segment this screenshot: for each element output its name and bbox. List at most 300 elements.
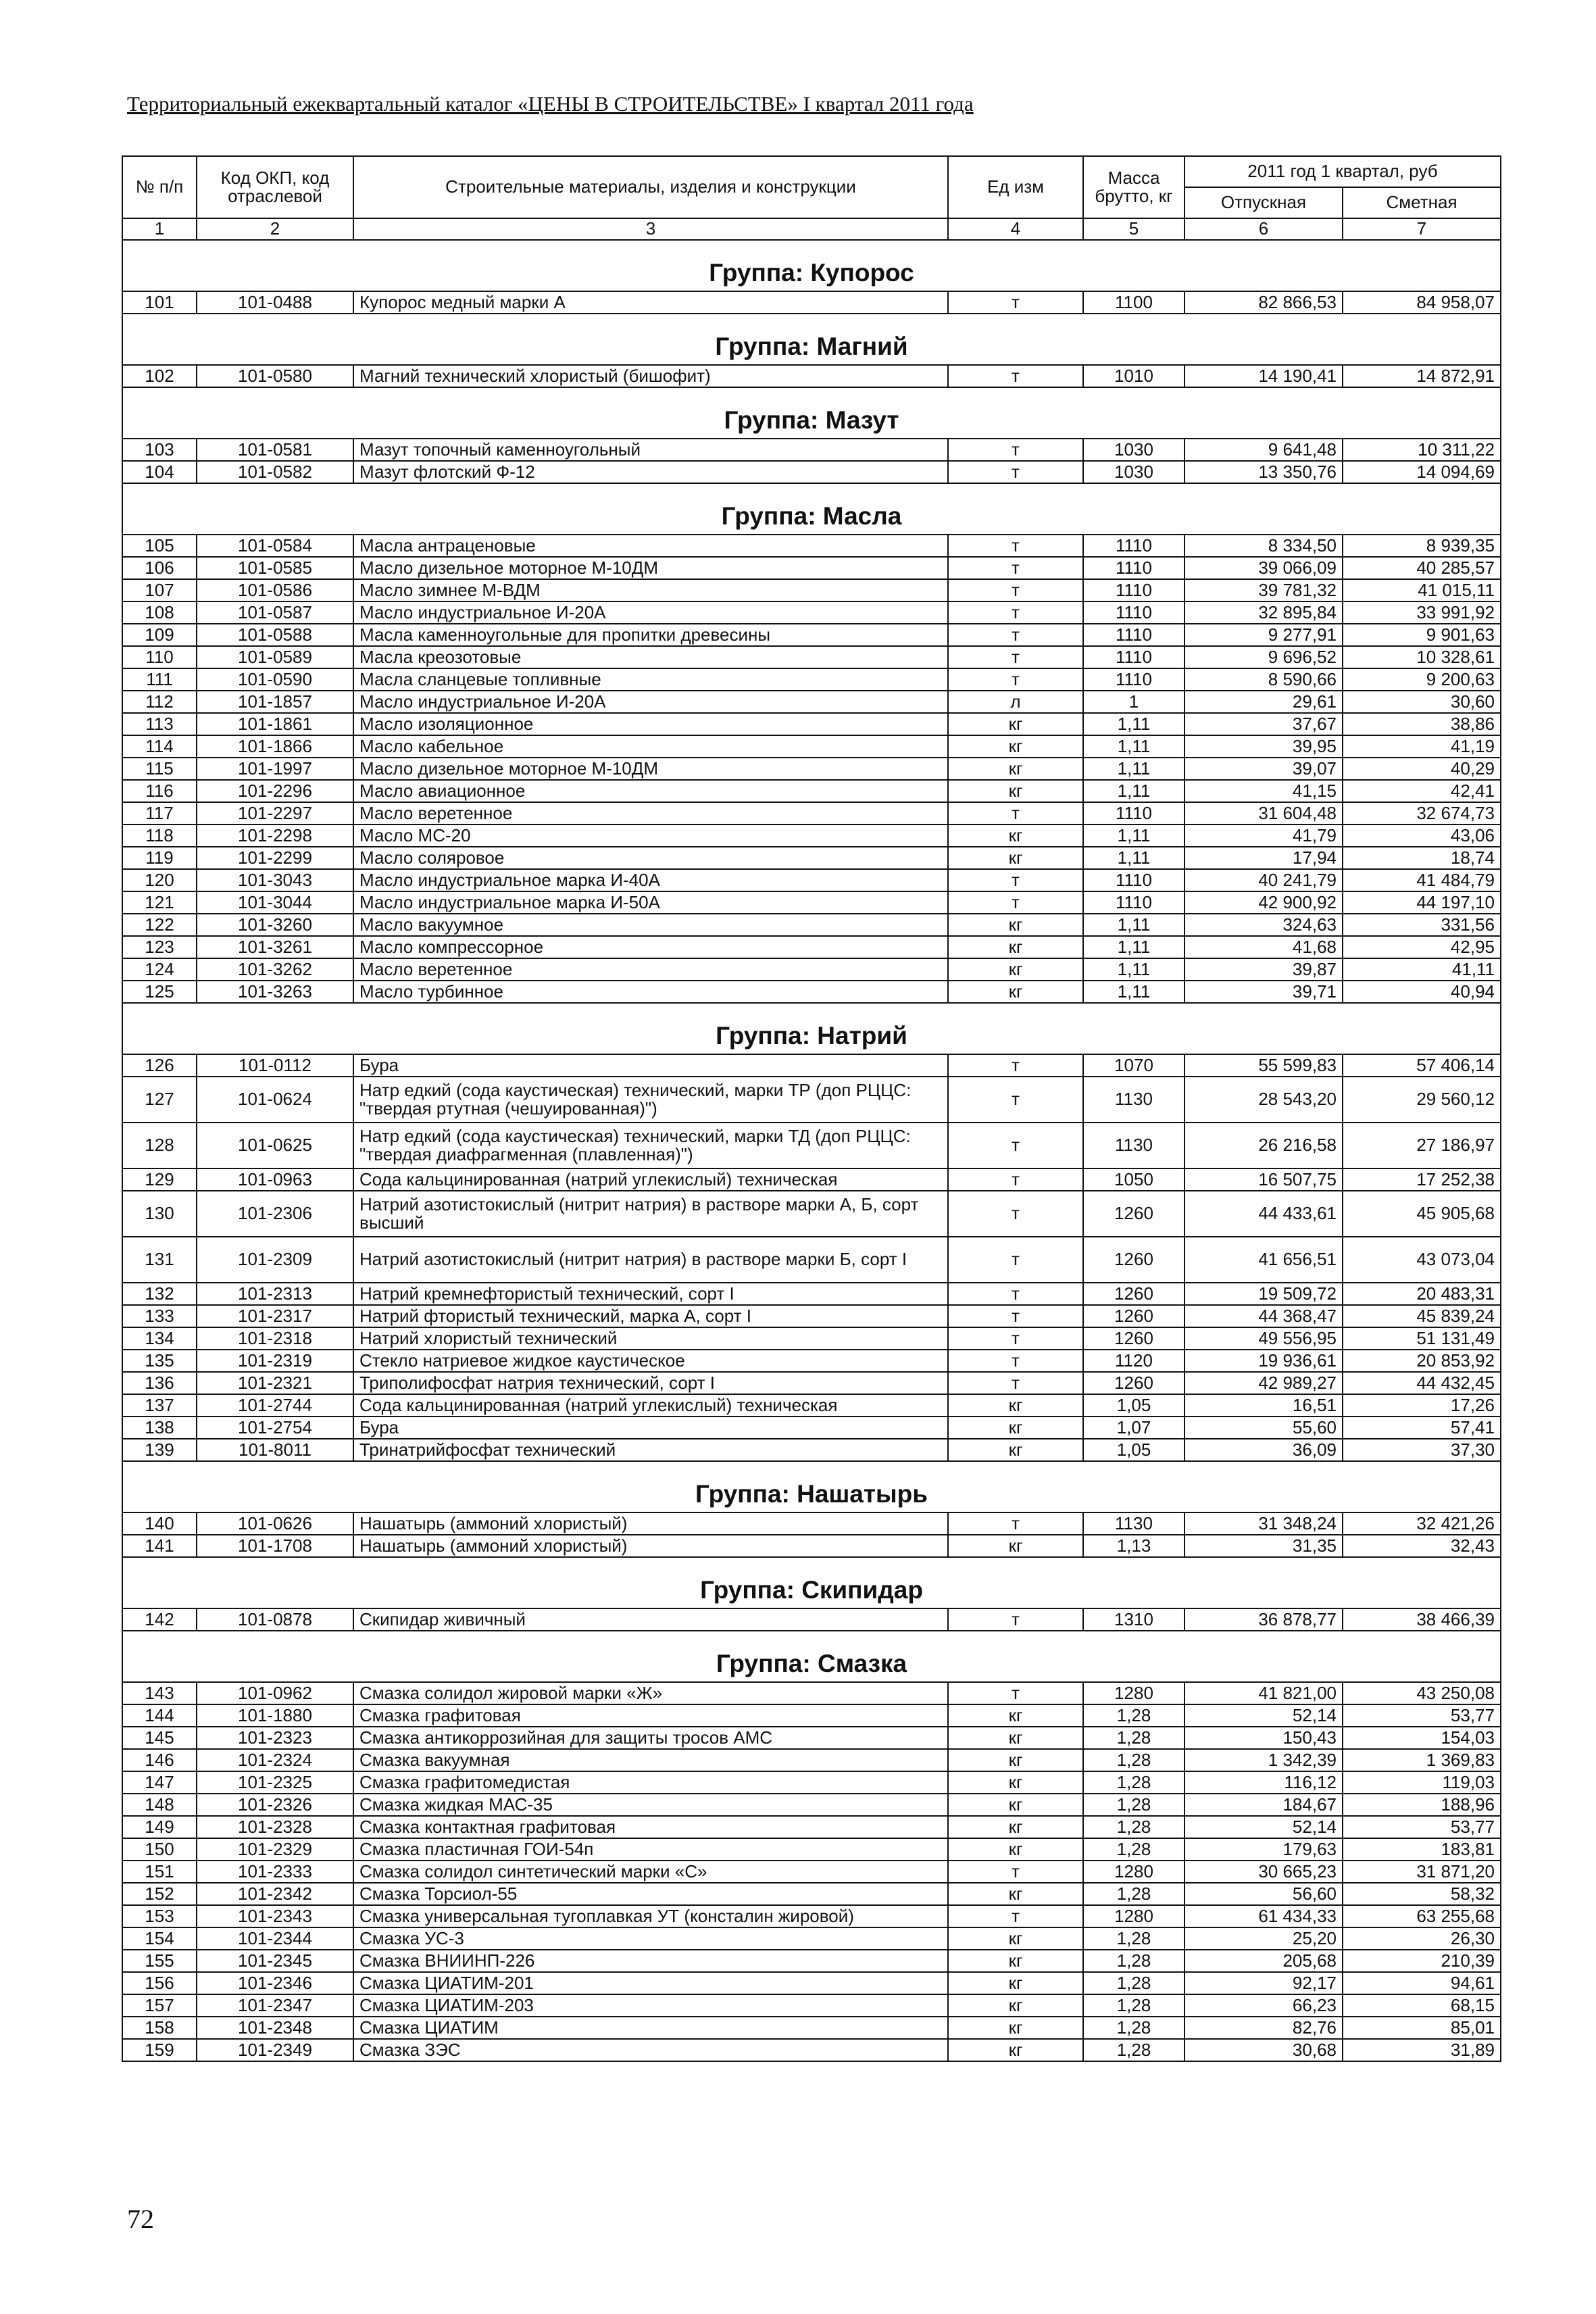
gross-mass: 1030 bbox=[1083, 461, 1184, 483]
estimate-price: 31 871,20 bbox=[1343, 1861, 1501, 1883]
unit: кг bbox=[948, 1816, 1083, 1838]
row-number: 146 bbox=[122, 1749, 197, 1771]
estimate-price: 44 197,10 bbox=[1343, 891, 1501, 914]
release-price: 36,09 bbox=[1184, 1439, 1343, 1461]
estimate-price: 45 905,68 bbox=[1343, 1191, 1501, 1237]
col-header-mass: Масса брутто, кг bbox=[1083, 156, 1184, 218]
material-name: Смазка графитовая bbox=[353, 1704, 948, 1727]
table-row bbox=[122, 1123, 1501, 1168]
group-header-row bbox=[122, 1631, 1501, 1682]
gross-mass: 1,28 bbox=[1083, 1749, 1184, 1771]
unit: кг bbox=[948, 1972, 1083, 1994]
estimate-price: 10 311,22 bbox=[1343, 439, 1501, 461]
table-row bbox=[122, 1816, 1501, 1838]
unit: т bbox=[948, 1512, 1083, 1535]
gross-mass: 1130 bbox=[1083, 1077, 1184, 1123]
material-name: Смазка универсальная тугоплавкая УТ (консталин жировой) bbox=[353, 1905, 948, 1927]
product-code: 101-3262 bbox=[197, 958, 353, 981]
row-number: 115 bbox=[122, 758, 197, 780]
unit: кг bbox=[948, 1704, 1083, 1727]
estimate-price: 27 186,97 bbox=[1343, 1123, 1501, 1168]
estimate-price: 94,61 bbox=[1343, 1972, 1501, 1994]
release-price: 61 434,33 bbox=[1184, 1905, 1343, 1927]
gross-mass: 1,28 bbox=[1083, 1816, 1184, 1838]
gross-mass: 1,11 bbox=[1083, 981, 1184, 1003]
release-price: 40 241,79 bbox=[1184, 869, 1343, 891]
row-number: 155 bbox=[122, 1950, 197, 1972]
product-code: 101-2344 bbox=[197, 1927, 353, 1950]
release-price: 52,14 bbox=[1184, 1704, 1343, 1727]
group-header-row bbox=[122, 1557, 1501, 1608]
unit: т bbox=[948, 461, 1083, 483]
gross-mass: 1,11 bbox=[1083, 914, 1184, 936]
row-number: 120 bbox=[122, 869, 197, 891]
row-number: 145 bbox=[122, 1727, 197, 1749]
gross-mass: 1,11 bbox=[1083, 735, 1184, 758]
row-number: 106 bbox=[122, 557, 197, 579]
material-name: Нашатырь (аммоний хлористый) bbox=[353, 1512, 948, 1535]
table-row bbox=[122, 1883, 1501, 1905]
estimate-price: 14 094,69 bbox=[1343, 461, 1501, 483]
table-row bbox=[122, 1950, 1501, 1972]
estimate-price: 58,32 bbox=[1343, 1883, 1501, 1905]
row-number: 116 bbox=[122, 780, 197, 802]
catalog-header-title: Территориальный ежеквартальный каталог «ЦЕНЫ В СТРОИТЕЛЬСТВЕ» I квартал 2011 года bbox=[127, 92, 974, 116]
unit: т bbox=[948, 624, 1083, 646]
table-row bbox=[122, 365, 1501, 387]
table-row bbox=[122, 1417, 1501, 1439]
col-header-unit: Ед изм bbox=[948, 156, 1083, 218]
estimate-price: 41 015,11 bbox=[1343, 579, 1501, 601]
unit: т bbox=[948, 668, 1083, 691]
release-price: 55 599,83 bbox=[1184, 1054, 1343, 1077]
gross-mass: 1,28 bbox=[1083, 1927, 1184, 1950]
row-number: 105 bbox=[122, 535, 197, 557]
material-name: Масло дизельное моторное М-10ДМ bbox=[353, 557, 948, 579]
row-number: 114 bbox=[122, 735, 197, 758]
row-number: 130 bbox=[122, 1191, 197, 1237]
table-row bbox=[122, 1191, 1501, 1237]
unit: т bbox=[948, 1682, 1083, 1704]
gross-mass: 1110 bbox=[1083, 557, 1184, 579]
row-number: 159 bbox=[122, 2039, 197, 2061]
material-name: Смазка жидкая МАС-35 bbox=[353, 1794, 948, 1816]
col-header-name: Строительные материалы, изделия и конструкции bbox=[353, 156, 948, 218]
gross-mass: 1130 bbox=[1083, 1123, 1184, 1168]
table-row bbox=[122, 735, 1501, 758]
estimate-price: 154,03 bbox=[1343, 1727, 1501, 1749]
row-number: 154 bbox=[122, 1927, 197, 1950]
unit: кг bbox=[948, 936, 1083, 958]
release-price: 41 656,51 bbox=[1184, 1237, 1343, 1283]
material-name: Масла антраценовые bbox=[353, 535, 948, 557]
table-row bbox=[122, 1794, 1501, 1816]
table-row bbox=[122, 936, 1501, 958]
estimate-price: 9 901,63 bbox=[1343, 624, 1501, 646]
row-number: 109 bbox=[122, 624, 197, 646]
material-name: Масло зимнее М-ВДМ bbox=[353, 579, 948, 601]
row-number: 124 bbox=[122, 958, 197, 981]
row-number: 152 bbox=[122, 1883, 197, 1905]
gross-mass: 1110 bbox=[1083, 624, 1184, 646]
estimate-price: 68,15 bbox=[1343, 1994, 1501, 2017]
estimate-price: 14 872,91 bbox=[1343, 365, 1501, 387]
estimate-price: 9 200,63 bbox=[1343, 668, 1501, 691]
material-name: Масло веретенное bbox=[353, 958, 948, 981]
table-row bbox=[122, 646, 1501, 668]
unit: т bbox=[948, 802, 1083, 824]
release-price: 19 509,72 bbox=[1184, 1283, 1343, 1305]
product-code: 101-2298 bbox=[197, 824, 353, 847]
estimate-price: 44 432,45 bbox=[1343, 1372, 1501, 1394]
estimate-price: 42,41 bbox=[1343, 780, 1501, 802]
release-price: 42 900,92 bbox=[1184, 891, 1343, 914]
gross-mass: 1,28 bbox=[1083, 1838, 1184, 1861]
row-number: 125 bbox=[122, 981, 197, 1003]
estimate-price: 10 328,61 bbox=[1343, 646, 1501, 668]
product-code: 101-0584 bbox=[197, 535, 353, 557]
row-number: 137 bbox=[122, 1394, 197, 1417]
unit: кг bbox=[948, 758, 1083, 780]
row-number: 127 bbox=[122, 1077, 197, 1123]
release-price: 150,43 bbox=[1184, 1727, 1343, 1749]
release-price: 49 556,95 bbox=[1184, 1327, 1343, 1350]
table-row bbox=[122, 1905, 1501, 1927]
material-name: Смазка пластичная ГОИ-54п bbox=[353, 1838, 948, 1861]
unit: кг bbox=[948, 958, 1083, 981]
table-row bbox=[122, 1927, 1501, 1950]
product-code: 101-2299 bbox=[197, 847, 353, 869]
estimate-price: 41,19 bbox=[1343, 735, 1501, 758]
release-price: 41,15 bbox=[1184, 780, 1343, 802]
product-code: 101-1861 bbox=[197, 713, 353, 735]
table-row bbox=[122, 1327, 1501, 1350]
row-number: 119 bbox=[122, 847, 197, 869]
product-code: 101-0962 bbox=[197, 1682, 353, 1704]
estimate-price: 37,30 bbox=[1343, 1439, 1501, 1461]
product-code: 101-1708 bbox=[197, 1535, 353, 1557]
material-name: Масла креозотовые bbox=[353, 646, 948, 668]
product-code: 101-0586 bbox=[197, 579, 353, 601]
table-row bbox=[122, 1861, 1501, 1883]
estimate-price: 32 674,73 bbox=[1343, 802, 1501, 824]
material-name: Масло компрессорное bbox=[353, 936, 948, 958]
unit: т bbox=[948, 1861, 1083, 1883]
gross-mass: 1130 bbox=[1083, 1512, 1184, 1535]
table-row bbox=[122, 1077, 1501, 1123]
gross-mass: 1,11 bbox=[1083, 936, 1184, 958]
unit: т bbox=[948, 1123, 1083, 1168]
release-price: 14 190,41 bbox=[1184, 365, 1343, 387]
estimate-price: 8 939,35 bbox=[1343, 535, 1501, 557]
gross-mass: 1100 bbox=[1083, 291, 1184, 314]
row-number: 150 bbox=[122, 1838, 197, 1861]
material-name: Смазка ЦИАТИМ-203 bbox=[353, 1994, 948, 2017]
product-code: 101-2347 bbox=[197, 1994, 353, 2017]
row-number: 134 bbox=[122, 1327, 197, 1350]
table-row bbox=[122, 1305, 1501, 1327]
estimate-price: 29 560,12 bbox=[1343, 1077, 1501, 1123]
release-price: 39,07 bbox=[1184, 758, 1343, 780]
estimate-price: 30,60 bbox=[1343, 691, 1501, 713]
gross-mass: 1260 bbox=[1083, 1305, 1184, 1327]
unit: т bbox=[948, 601, 1083, 624]
table-row bbox=[122, 1994, 1501, 2017]
row-number: 128 bbox=[122, 1123, 197, 1168]
release-price: 32 895,84 bbox=[1184, 601, 1343, 624]
row-number: 132 bbox=[122, 1283, 197, 1305]
column-number: 2 bbox=[197, 218, 353, 240]
table-row bbox=[122, 1727, 1501, 1749]
gross-mass: 1110 bbox=[1083, 668, 1184, 691]
material-name: Масло дизельное моторное М-10ДМ bbox=[353, 758, 948, 780]
gross-mass: 1,28 bbox=[1083, 1771, 1184, 1794]
row-number: 122 bbox=[122, 914, 197, 936]
column-number: 3 bbox=[353, 218, 948, 240]
column-number: 6 bbox=[1184, 218, 1343, 240]
material-name: Смазка ЦИАТИМ bbox=[353, 2017, 948, 2039]
table-row bbox=[122, 668, 1501, 691]
release-price: 44 433,61 bbox=[1184, 1191, 1343, 1237]
estimate-price: 43,06 bbox=[1343, 824, 1501, 847]
unit: т bbox=[948, 439, 1083, 461]
material-name: Смазка графитомедистая bbox=[353, 1771, 948, 1794]
estimate-price: 210,39 bbox=[1343, 1950, 1501, 1972]
release-price: 55,60 bbox=[1184, 1417, 1343, 1439]
release-price: 37,67 bbox=[1184, 713, 1343, 735]
table-row bbox=[122, 2039, 1501, 2061]
estimate-price: 18,74 bbox=[1343, 847, 1501, 869]
gross-mass: 1310 bbox=[1083, 1608, 1184, 1631]
material-name: Натрий фтористый технический, марка А, сорт I bbox=[353, 1305, 948, 1327]
release-price: 31 604,48 bbox=[1184, 802, 1343, 824]
price-table bbox=[122, 155, 1501, 2062]
row-number: 108 bbox=[122, 601, 197, 624]
material-name: Нашатырь (аммоний хлористый) bbox=[353, 1535, 948, 1557]
release-price: 29,61 bbox=[1184, 691, 1343, 713]
row-number: 102 bbox=[122, 365, 197, 387]
row-number: 135 bbox=[122, 1350, 197, 1372]
estimate-price: 119,03 bbox=[1343, 1771, 1501, 1794]
row-number: 151 bbox=[122, 1861, 197, 1883]
group-header-row bbox=[122, 387, 1501, 439]
material-name: Масло кабельное bbox=[353, 735, 948, 758]
release-price: 116,12 bbox=[1184, 1771, 1343, 1794]
material-name: Смазка ВНИИНП-226 bbox=[353, 1950, 948, 1972]
unit: т bbox=[948, 1327, 1083, 1350]
group-title: Группа: Масла bbox=[122, 483, 1501, 535]
release-price: 30,68 bbox=[1184, 2039, 1343, 2061]
material-name: Магний технический хлористый (бишофит) bbox=[353, 365, 948, 387]
material-name: Масла каменноугольные для пропитки древесины bbox=[353, 624, 948, 646]
table-row bbox=[122, 1535, 1501, 1557]
product-code: 101-2329 bbox=[197, 1838, 353, 1861]
material-name: Масло изоляционное bbox=[353, 713, 948, 735]
col-header-period: 2011 год 1 квартал, руб bbox=[1184, 156, 1501, 187]
gross-mass: 1,28 bbox=[1083, 1794, 1184, 1816]
product-code: 101-2744 bbox=[197, 1394, 353, 1417]
table-row bbox=[122, 1972, 1501, 1994]
gross-mass: 1,28 bbox=[1083, 2017, 1184, 2039]
product-code: 101-0963 bbox=[197, 1168, 353, 1191]
product-code: 101-2346 bbox=[197, 1972, 353, 1994]
table-row bbox=[122, 1394, 1501, 1417]
estimate-price: 57 406,14 bbox=[1343, 1054, 1501, 1077]
product-code: 101-0587 bbox=[197, 601, 353, 624]
unit: т bbox=[948, 579, 1083, 601]
table-row bbox=[122, 1512, 1501, 1535]
release-price: 17,94 bbox=[1184, 847, 1343, 869]
row-number: 110 bbox=[122, 646, 197, 668]
gross-mass: 1,05 bbox=[1083, 1394, 1184, 1417]
row-number: 126 bbox=[122, 1054, 197, 1077]
material-name: Сода кальцинированная (натрий углекислый) техническая bbox=[353, 1394, 948, 1417]
material-name: Скипидар живичный bbox=[353, 1608, 948, 1631]
gross-mass: 1110 bbox=[1083, 535, 1184, 557]
estimate-price: 51 131,49 bbox=[1343, 1327, 1501, 1350]
release-price: 205,68 bbox=[1184, 1950, 1343, 1972]
table-row bbox=[122, 1372, 1501, 1394]
unit: кг bbox=[948, 1838, 1083, 1861]
row-number: 129 bbox=[122, 1168, 197, 1191]
row-number: 141 bbox=[122, 1535, 197, 1557]
table-row bbox=[122, 291, 1501, 314]
gross-mass: 1120 bbox=[1083, 1350, 1184, 1372]
unit: т bbox=[948, 1237, 1083, 1283]
material-name: Масло вакуумное bbox=[353, 914, 948, 936]
release-price: 52,14 bbox=[1184, 1816, 1343, 1838]
unit: кг bbox=[948, 1950, 1083, 1972]
group-header-row bbox=[122, 483, 1501, 535]
col-header-estimate: Сметная bbox=[1343, 187, 1501, 218]
material-name: Бура bbox=[353, 1054, 948, 1077]
table-row bbox=[122, 624, 1501, 646]
estimate-price: 63 255,68 bbox=[1343, 1905, 1501, 1927]
row-number: 103 bbox=[122, 439, 197, 461]
gross-mass: 1,28 bbox=[1083, 1994, 1184, 2017]
material-name: Масло индустриальное И-20А bbox=[353, 691, 948, 713]
product-code: 101-2348 bbox=[197, 2017, 353, 2039]
row-number: 104 bbox=[122, 461, 197, 483]
estimate-price: 188,96 bbox=[1343, 1794, 1501, 1816]
table-row bbox=[122, 1237, 1501, 1283]
material-name: Масло авиационное bbox=[353, 780, 948, 802]
gross-mass: 1,28 bbox=[1083, 1704, 1184, 1727]
gross-mass: 1110 bbox=[1083, 646, 1184, 668]
release-price: 44 368,47 bbox=[1184, 1305, 1343, 1327]
release-price: 66,23 bbox=[1184, 1994, 1343, 2017]
gross-mass: 1050 bbox=[1083, 1168, 1184, 1191]
row-number: 156 bbox=[122, 1972, 197, 1994]
unit: т bbox=[948, 646, 1083, 668]
material-name: Смазка УС-3 bbox=[353, 1927, 948, 1950]
product-code: 101-2345 bbox=[197, 1950, 353, 1972]
group-title: Группа: Купорос bbox=[122, 240, 1501, 291]
row-number: 117 bbox=[122, 802, 197, 824]
product-code: 101-2349 bbox=[197, 2039, 353, 2061]
unit: кг bbox=[948, 780, 1083, 802]
row-number: 101 bbox=[122, 291, 197, 314]
table-row bbox=[122, 802, 1501, 824]
gross-mass: 1280 bbox=[1083, 1905, 1184, 1927]
release-price: 8 590,66 bbox=[1184, 668, 1343, 691]
table-row bbox=[122, 1682, 1501, 1704]
estimate-price: 40,94 bbox=[1343, 981, 1501, 1003]
release-price: 41,68 bbox=[1184, 936, 1343, 958]
table-header-row bbox=[122, 156, 1501, 187]
product-code: 101-0625 bbox=[197, 1123, 353, 1168]
product-code: 101-2297 bbox=[197, 802, 353, 824]
material-name: Мазут топочный каменноугольный bbox=[353, 439, 948, 461]
gross-mass: 1260 bbox=[1083, 1191, 1184, 1237]
gross-mass: 1,28 bbox=[1083, 1727, 1184, 1749]
gross-mass: 1,07 bbox=[1083, 1417, 1184, 1439]
estimate-price: 85,01 bbox=[1343, 2017, 1501, 2039]
product-code: 101-2309 bbox=[197, 1237, 353, 1283]
group-title: Группа: Мазут bbox=[122, 387, 1501, 439]
product-code: 101-2324 bbox=[197, 1749, 353, 1771]
product-code: 101-2328 bbox=[197, 1816, 353, 1838]
gross-mass: 1,28 bbox=[1083, 2039, 1184, 2061]
row-number: 136 bbox=[122, 1372, 197, 1394]
unit: т bbox=[948, 1608, 1083, 1631]
gross-mass: 1,11 bbox=[1083, 713, 1184, 735]
row-number: 138 bbox=[122, 1417, 197, 1439]
group-header-row bbox=[122, 1003, 1501, 1054]
estimate-price: 57,41 bbox=[1343, 1417, 1501, 1439]
unit: кг bbox=[948, 824, 1083, 847]
release-price: 41,79 bbox=[1184, 824, 1343, 847]
product-code: 101-0624 bbox=[197, 1077, 353, 1123]
material-name: Стекло натриевое жидкое каустическое bbox=[353, 1350, 948, 1372]
table-row bbox=[122, 891, 1501, 914]
product-code: 101-2321 bbox=[197, 1372, 353, 1394]
gross-mass: 1260 bbox=[1083, 1327, 1184, 1350]
unit: т bbox=[948, 365, 1083, 387]
gross-mass: 1 bbox=[1083, 691, 1184, 713]
row-number: 118 bbox=[122, 824, 197, 847]
column-number: 4 bbox=[948, 218, 1083, 240]
release-price: 28 543,20 bbox=[1184, 1077, 1343, 1123]
estimate-price: 38 466,39 bbox=[1343, 1608, 1501, 1631]
estimate-price: 40,29 bbox=[1343, 758, 1501, 780]
gross-mass: 1,11 bbox=[1083, 758, 1184, 780]
gross-mass: 1110 bbox=[1083, 891, 1184, 914]
estimate-price: 26,30 bbox=[1343, 1927, 1501, 1950]
estimate-price: 45 839,24 bbox=[1343, 1305, 1501, 1327]
unit: т bbox=[948, 291, 1083, 314]
gross-mass: 1,28 bbox=[1083, 1883, 1184, 1905]
table-row bbox=[122, 847, 1501, 869]
material-name: Смазка ЗЭС bbox=[353, 2039, 948, 2061]
table-row bbox=[122, 579, 1501, 601]
material-name: Смазка ЦИАТИМ-201 bbox=[353, 1972, 948, 1994]
material-name: Смазка антикоррозийная для защиты тросов АМС bbox=[353, 1727, 948, 1749]
estimate-price: 17 252,38 bbox=[1343, 1168, 1501, 1191]
group-title: Группа: Нашатырь bbox=[122, 1461, 1501, 1512]
row-number: 107 bbox=[122, 579, 197, 601]
product-code: 101-3043 bbox=[197, 869, 353, 891]
estimate-price: 41,11 bbox=[1343, 958, 1501, 981]
release-price: 1 342,39 bbox=[1184, 1749, 1343, 1771]
material-name: Смазка вакуумная bbox=[353, 1749, 948, 1771]
table-row bbox=[122, 958, 1501, 981]
unit: кг bbox=[948, 2017, 1083, 2039]
product-code: 101-2343 bbox=[197, 1905, 353, 1927]
unit: кг bbox=[948, 847, 1083, 869]
estimate-price: 31,89 bbox=[1343, 2039, 1501, 2061]
page-number: 72 bbox=[127, 2204, 154, 2234]
